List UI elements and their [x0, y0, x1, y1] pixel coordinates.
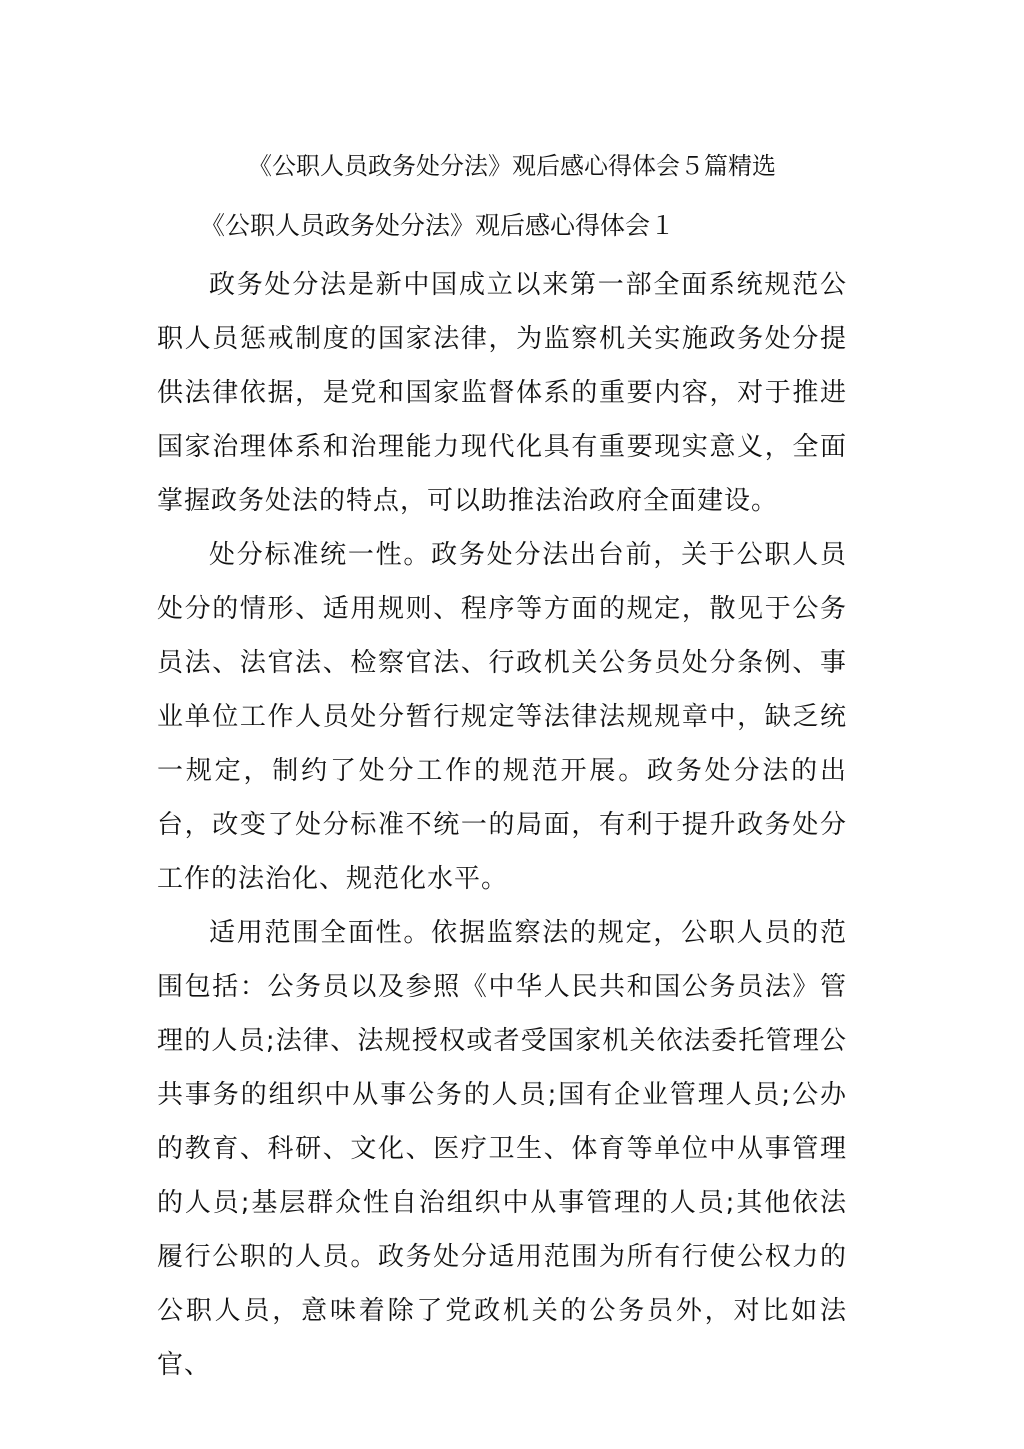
paragraph: 处分标准统一性。政务处分法出台前，关于公职人员处分的情形、适用规则、程序等方面的规定，散见于公务员法、法官法、检察官法、行政机关公务员处分条例、事业单位工作人员处分暂行规定等法律法规规章中，缺乏统一规定，制约了处分工作的规范开展。政务处分法的出台，改变了处分标准不统一的局面，有利于提升政务处分工作的法治化、规范化水平。: [157, 540, 847, 894]
paragraph: 政务处分法是新中国成立以来第一部全面系统规范公职人员惩戒制度的国家法律，为监察机关实施政务处分提供法律依据，是党和国家监督体系的重要内容，对于推进国家治理体系和治理能力现代化具有重要现实意义，全面掌握政务处法的特点，可以助推法治政府全面建设。: [157, 270, 847, 516]
section-title: 《公职人员政务处分法》观后感心得体会１: [200, 211, 676, 240]
paragraph: 适用范围全面性。依据监察法的规定，公职人员的范围包括：公务员以及参照《中华人民共和国公务员法》管理的人员;法律、法规授权或者受国家机关依法委托管理公共事务的组织中从事公务的人员;国有企业管理人员;公办的教育、科研、文化、医疗卫生、体育等单位中从事管理的人员;基层群众性自治组织中从事管理的人员;其他依法履行公职的人员。政务处分适用范围为所有行使公权力的公职人员，意味着除了党政机关的公务员外，对比如法官、: [157, 918, 847, 1380]
document-title: 《公职人员政务处分法》观后感心得体会５篇精选: [248, 152, 776, 180]
document-body: [157, 258, 847, 1392]
